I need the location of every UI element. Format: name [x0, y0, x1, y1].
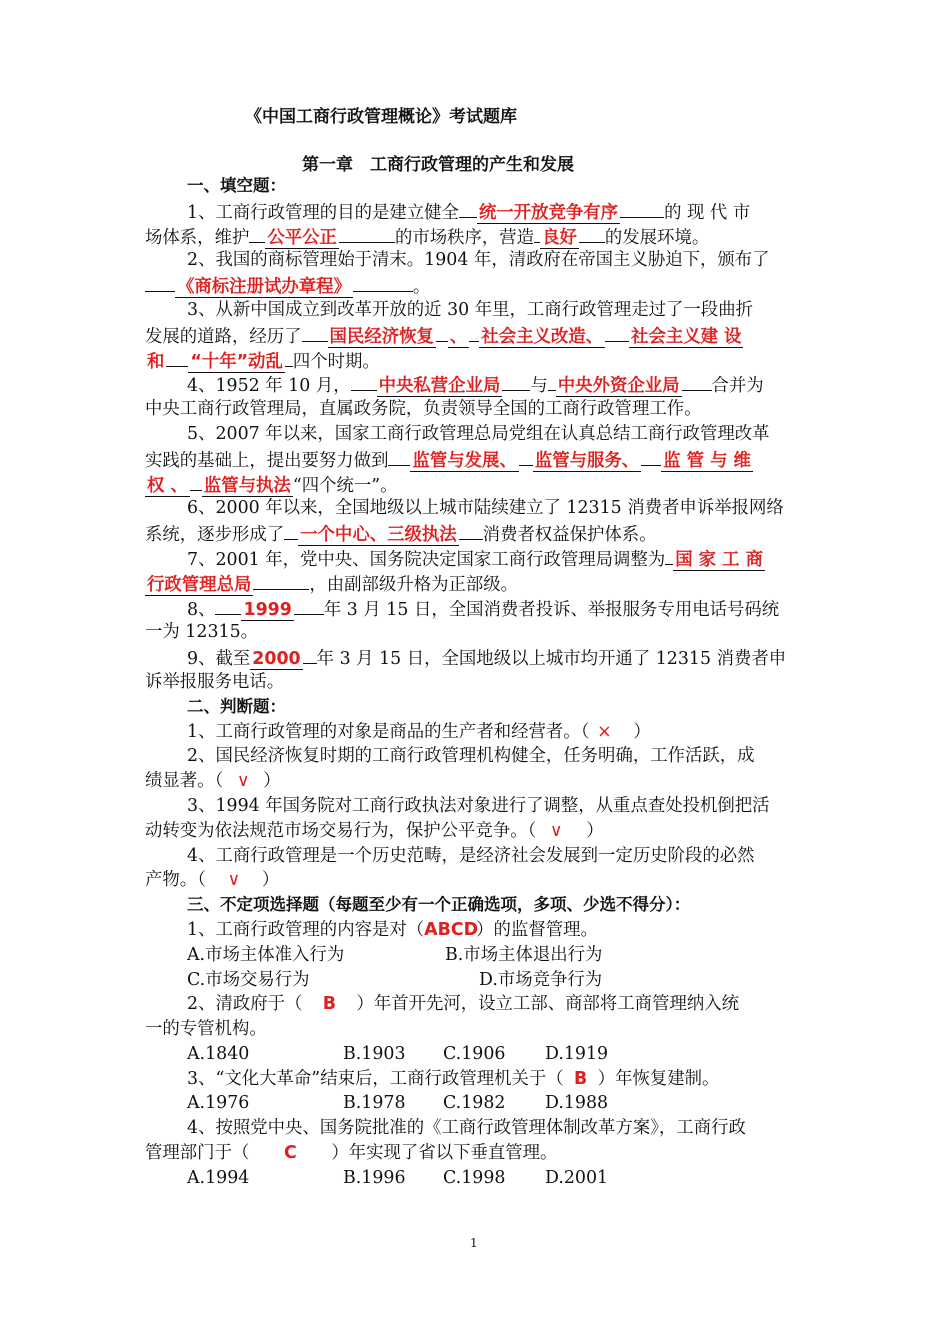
fill-q9-line1: 9、截至 2000 年 3 月 15 日，全国地级以上城市均开通了 12315 消费者申 — [145, 645, 810, 670]
fill-q9-line2: 诉举报服务电话。 — [145, 671, 285, 692]
judge-q3-mark: ∨ — [549, 820, 563, 841]
choice-q4-option-c: C.1998 — [443, 1167, 506, 1188]
choice-q2-option-c: C.1906 — [443, 1043, 506, 1064]
fill-q1-answer3: 良好 — [542, 227, 577, 248]
choice-q4-answer: C — [283, 1143, 297, 1164]
fill-q3-answer4: “十年”动乱 — [190, 351, 283, 372]
choice-q1-options-row2 — [145, 968, 810, 993]
fill-q2-line1: 2、我国的商标管理始于清末。1904 年，清政府在帝国主义胁迫下，颁布了 — [187, 250, 770, 271]
fill-q4-answer2: 中央外资企业局 — [557, 376, 680, 397]
fill-q8-line2: 一为 12315。 — [145, 622, 259, 643]
judge-q1-line1: 1、工商行政管理的对象是商品的生产者和经营者。（ × ） — [145, 720, 810, 745]
fill-q8-line1: 8、 1999 年 3 月 15 日，全国消费者投诉、举报服务专用电话号码统 — [145, 596, 810, 621]
choice-q2-line2: 一的专管机构。 — [145, 1019, 267, 1040]
choice-q1-options-row1 — [145, 943, 810, 968]
choice-q1-line1: 1、工商行政管理的内容是对（ABCD）的监督管理。 — [145, 918, 810, 943]
choice-q3-option-a: A.1976 — [187, 1093, 250, 1114]
fill-q6-line1: 6、2000 年以来，全国地级以上城市陆续建立了 12315 消费者申诉举报网络 — [187, 498, 784, 519]
choice-q2-option-d: D.1919 — [545, 1043, 609, 1064]
choice-q2-options — [145, 1042, 810, 1067]
choice-q2-answer: B — [322, 994, 337, 1015]
fill-q9-answer1: 2000 — [252, 649, 301, 670]
choice-q4-options — [145, 1166, 810, 1191]
fill-q7-answer2: 行政管理总局 — [147, 574, 252, 595]
fill-q7-line1: 7、2001 年，党中央、国务院决定国家工商行政管理局调整为 国 家 工 商 — [145, 546, 810, 571]
fill-q5-answer1: 监管与发展、 — [412, 450, 517, 471]
choice-q3-option-d: D.1988 — [545, 1093, 609, 1114]
fill-q3-line2: 发展的道路，经历了 国民经济恢复 、 社会主义改造、 社会主义建 设 — [145, 323, 810, 348]
fill-q3-line3: 和 “十年”动乱 四个时期。 — [145, 348, 810, 373]
choice-q1-option-a: A.市场主体准入行为 — [187, 944, 345, 965]
judge-q4-mark: ∨ — [227, 870, 241, 891]
fill-q5-answer4: 权 、 — [147, 475, 188, 496]
document-body — [145, 174, 810, 1191]
choice-q2-option-b: B.1903 — [343, 1043, 406, 1064]
fill-q1-answer2: 公平公正 — [267, 227, 337, 248]
choice-q4-option-a: A.1994 — [187, 1167, 250, 1188]
page-number: 1 — [470, 1236, 478, 1250]
judge-q1-mark: × — [597, 721, 612, 742]
chapter-title: 第一章 工商行政管理的产生和发展 — [302, 155, 574, 175]
choice-q3-option-c: C.1982 — [443, 1093, 506, 1114]
fill-q5-line1: 5、2007 年以来，国家工商行政管理总局党组在认真总结工商行政管理改革 — [187, 423, 770, 444]
choice-q3-options — [145, 1091, 810, 1116]
fill-q5-answer5: 监管与执法 — [203, 475, 291, 496]
fill-q5-line3: 权 、 监管与执法 “四个统一”。 — [145, 472, 810, 497]
fill-q1-line2: 场体系，维护 公平公正 的市场秩序，营造 良好 的发展环境。 — [145, 224, 810, 249]
choice-q4-line2: 管理部门于（ C ）年实现了省以下垂直管理。 — [145, 1141, 810, 1166]
fill-q8-answer1: 1999 — [243, 599, 292, 620]
section-judge-heading: 二、判断题： — [187, 696, 286, 716]
fill-q1-answer1: 统一开放竞争有序 — [478, 202, 619, 223]
fill-q5-answer3: 监 管 与 维 — [663, 450, 751, 471]
fill-q5-line2: 实践的基础上，提出要努力做到 监管与发展、 监管与服务、 监 管 与 维 — [145, 447, 810, 472]
fill-q7-line2: 行政管理总局 ，由副部级升格为正部级。 — [145, 571, 810, 596]
judge-q4-line1: 4、工商行政管理是一个历史范畴，是经济社会发展到一定历史阶段的必然 — [187, 845, 755, 866]
fill-q7-answer1: 国 家 工 商 — [675, 549, 763, 570]
judge-q2-line2: 绩显著。（ ∨ ） — [145, 769, 810, 794]
choice-q1-option-c: C.市场交易行为 — [187, 969, 310, 990]
fill-q3-answer1: 国民经济恢复 — [329, 326, 434, 347]
fill-q3-line1: 3、从新中国成立到改革开放的近 30 年里，工商行政管理走过了一段曲折 — [187, 299, 753, 320]
choice-q1-option-d: D.市场竞争行为 — [479, 969, 603, 990]
judge-q2-line1: 2、国民经济恢复时期的工商行政管理机构健全，任务明确，工作活跃，成 — [187, 746, 755, 767]
judge-q4-line2: 产物。（ ∨ ） — [145, 868, 810, 893]
document-title: 《中国工商行政管理概论》考试题库 — [245, 107, 517, 127]
choice-q2-option-a: A.1840 — [187, 1043, 250, 1064]
fill-q4-line2: 中央工商行政管理局，直属政务院，负责领导全国的工商行政管理工作。 — [145, 399, 702, 420]
choice-q4-option-d: D.2001 — [545, 1167, 609, 1188]
section-choice-heading: 三、不定项选择题（每题至少有一个正确选项，多项、少选不得分）： — [187, 895, 691, 915]
fill-q5-answer2: 监管与服务、 — [534, 450, 640, 471]
fill-q4-line1: 4、1952 年 10 月， 中央私营企业局 与 中央外资企业局 合并为 — [145, 372, 810, 397]
fill-q6-answer1: 一个中心、三级执法 — [300, 525, 457, 546]
choice-q2-line1: 2、清政府于（ B ）年首开先河，设立工部、商部将工商管理纳入统 — [145, 992, 810, 1017]
judge-q3-line1: 3、1994 年国务院对工商行政执法对象进行了调整，从重点查处投机倒把活 — [187, 795, 770, 816]
choice-q1-option-b: B.市场主体退出行为 — [445, 944, 603, 965]
fill-q3-answer3: 社会主义建 设 — [631, 326, 742, 347]
judge-q3-line2: 动转变为依法规范市场交易行为，保护公平竞争。（ ∨ ） — [145, 819, 810, 844]
choice-q3-line1: 3、“文化大革命”结束后，工商行政管理机关于（ B ）年恢复建制。 — [145, 1067, 810, 1092]
choice-q3-option-b: B.1978 — [343, 1093, 406, 1114]
judge-q2-mark: ∨ — [236, 771, 250, 792]
fill-q4-answer1: 中央私营企业局 — [378, 376, 501, 397]
fill-q2-line2: 《商标注册试办章程》 。 — [145, 273, 810, 298]
fill-q1-line1: 1、工商行政管理的目的是建立健全 统一开放竞争有序 的 现 代 市 — [145, 199, 810, 224]
section-fill-heading: 一、填空题： — [187, 176, 286, 195]
choice-q4-option-b: B.1996 — [343, 1167, 406, 1188]
choice-q3-answer: B — [574, 1068, 588, 1089]
fill-q2-answer1: 《商标注册试办章程》 — [177, 277, 351, 298]
choice-q1-answer: ABCD — [424, 919, 479, 940]
choice-q4-line1: 4、按照党中央、国务院批准的《工商行政管理体制改革方案》，工商行政 — [187, 1118, 746, 1139]
fill-q6-line2: 系统，逐步形成了 一个中心、三级执法 消费者权益保护体系。 — [145, 521, 810, 546]
fill-q3-answer2: 社会主义改造、 — [481, 326, 604, 347]
